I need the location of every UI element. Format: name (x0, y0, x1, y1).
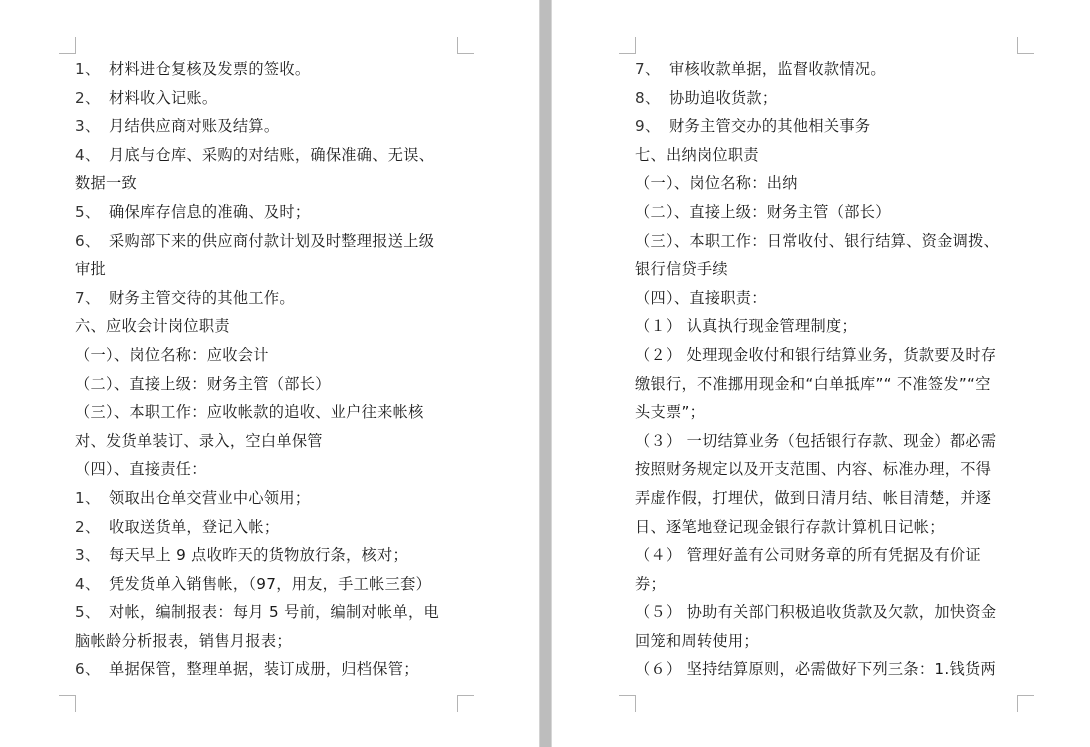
list-number: 2、 (75, 517, 101, 536)
text-line (635, 141, 1027, 170)
list-number: 3、 (75, 546, 101, 565)
line-text: （四）、直接职责： (635, 288, 767, 307)
line-text: 头支票”； (635, 403, 706, 422)
line-text: 领取出仓单交营业中心领用； (109, 488, 311, 507)
text-line (75, 655, 467, 684)
line-text: 财务主管交办的其他相关事务 (669, 117, 871, 136)
text-line (75, 398, 467, 427)
list-number: 4、 (75, 574, 101, 593)
text-line (75, 227, 467, 256)
page-text-body (635, 55, 1027, 684)
line-text: 月结供应商对账及结算。 (109, 117, 280, 136)
list-number: 5、 (75, 202, 101, 221)
line-text: 确保库存信息的准确、及时； (109, 202, 311, 221)
margin-mark-top-right (1017, 37, 1034, 54)
margin-mark-bottom-right (457, 695, 474, 712)
text-line (635, 398, 1027, 427)
text-line (75, 427, 467, 456)
line-text: （３） 一切结算业务（包括银行存款、现金）都必需 (635, 431, 997, 450)
line-text: 按照财务规定以及开支范围、内容、标准办理，不得 (635, 460, 992, 479)
margin-mark-top-right (457, 37, 474, 54)
line-text: 数据一致 (75, 174, 137, 193)
text-line (75, 513, 467, 542)
text-line (635, 169, 1027, 198)
list-number: 7、 (635, 60, 661, 78)
text-line (635, 370, 1027, 399)
line-text: 六、应收会计岗位职责 (75, 317, 230, 336)
text-line (75, 455, 467, 484)
text-line (635, 455, 1027, 484)
line-text: 财务主管交待的其他工作。 (109, 288, 295, 307)
line-text: （四）、直接责任： (75, 460, 207, 479)
line-text: （２） 处理现金收付和银行结算业务，货款要及时存 (635, 345, 997, 364)
line-text: 券； (635, 574, 666, 593)
document-page-right (552, 0, 1090, 747)
text-line (75, 112, 467, 141)
text-line (75, 370, 467, 399)
line-text: 材料收入记账。 (109, 88, 218, 107)
line-text: （二）、直接上级：财务主管（部长） (75, 374, 331, 393)
list-number: 3、 (75, 117, 101, 136)
line-text: （４） 管理好盖有公司财务章的所有凭据及有价证 (635, 546, 981, 565)
line-text: 每天早上 9 点收昨天的货物放行条，核对； (109, 546, 408, 565)
line-text: （三）、本职工作：应收帐款的追收、业户往来帐核 (75, 403, 424, 422)
list-number: 2、 (75, 88, 101, 107)
text-line (635, 112, 1027, 141)
line-text: 弄虚作假，打埋伏，做到日清月结、帐目清楚，并逐 (635, 488, 992, 507)
line-text: 材料进仓复核及发票的签收。 (109, 60, 311, 78)
list-number: 1、 (75, 488, 101, 507)
text-line (635, 284, 1027, 313)
text-line (75, 484, 467, 513)
text-line (75, 255, 467, 284)
line-text: 协助追收货款； (669, 88, 778, 107)
text-line (75, 55, 467, 84)
page-gutter (539, 0, 552, 747)
text-line (75, 627, 467, 656)
line-text: （５） 协助有关部门积极追收货款及欠款，加快资金 (635, 603, 997, 622)
text-line (75, 169, 467, 198)
list-number: 8、 (635, 88, 661, 107)
list-number: 9、 (635, 117, 661, 136)
text-line (635, 427, 1027, 456)
text-line (75, 198, 467, 227)
text-line (75, 312, 467, 341)
document-page-left (0, 0, 539, 747)
text-line (75, 570, 467, 599)
line-text: 对帐，编制报表：每月 5 号前，编制对帐单，电 (109, 603, 439, 622)
margin-mark-bottom-left (59, 695, 76, 712)
list-number: 7、 (75, 288, 101, 307)
page-text-body (75, 55, 467, 684)
line-text: 采购部下来的供应商付款计划及时整理报送上级 (109, 231, 435, 250)
text-line (635, 570, 1027, 599)
text-line (75, 141, 467, 170)
margin-mark-bottom-left (619, 695, 636, 712)
text-line (635, 227, 1027, 256)
line-text: 收取送货单，登记入帐； (109, 517, 280, 536)
text-line (635, 84, 1027, 113)
margin-mark-top-left (59, 37, 76, 54)
text-line (635, 541, 1027, 570)
text-line (635, 655, 1027, 684)
list-number: 1、 (75, 60, 101, 78)
line-text: 缴银行，不准挪用现金和“白单抵库”“ 不准签发”“空 (635, 374, 991, 393)
line-text: （一）、岗位名称：应收会计 (75, 345, 269, 364)
margin-mark-bottom-right (1017, 695, 1034, 712)
text-line (635, 341, 1027, 370)
text-line (635, 55, 1027, 84)
line-text: 单据保管，整理单据，装订成册，归档保管； (109, 660, 419, 679)
text-line (635, 312, 1027, 341)
line-text: 日、逐笔地登记现金银行存款计算机日记帐； (635, 517, 945, 536)
margin-mark-top-left (619, 37, 636, 54)
line-text: 凭发货单入销售帐，（97，用友，手工帐三套） (109, 574, 432, 593)
line-text: （二）、直接上级：财务主管（部长） (635, 202, 891, 221)
line-text: 审核收款单据，监督收款情况。 (669, 60, 886, 78)
text-line (635, 198, 1027, 227)
line-text: （６） 坚持结算原则，必需做好下列三条：1.钱货两 (635, 660, 996, 679)
line-text: （一）、岗位名称：出纳 (635, 174, 798, 193)
text-line (75, 598, 467, 627)
line-text: 审批 (75, 260, 106, 279)
text-line (635, 513, 1027, 542)
text-line (75, 84, 467, 113)
line-text: 七、出纳岗位职责 (635, 145, 759, 164)
text-line (635, 627, 1027, 656)
list-number: 5、 (75, 603, 101, 622)
line-text: 回笼和周转使用； (635, 631, 759, 650)
list-number: 6、 (75, 231, 101, 250)
line-text: 银行信贷手续 (635, 260, 728, 279)
line-text: 对、发货单装订、录入，空白单保管 (75, 431, 323, 450)
list-number: 4、 (75, 145, 101, 164)
text-line (75, 341, 467, 370)
line-text: （三）、本职工作：日常收付、银行结算、资金调拨、 (635, 231, 1000, 250)
text-line (635, 598, 1027, 627)
line-text: （１） 认真执行现金管理制度； (635, 317, 857, 336)
line-text: 脑帐龄分析报表，销售月报表； (75, 631, 292, 650)
text-line (75, 284, 467, 313)
text-line (75, 541, 467, 570)
text-line (635, 255, 1027, 284)
text-line (635, 484, 1027, 513)
list-number: 6、 (75, 660, 101, 679)
line-text: 月底与仓库、采购的对结账，确保准确、无误、 (109, 145, 435, 164)
